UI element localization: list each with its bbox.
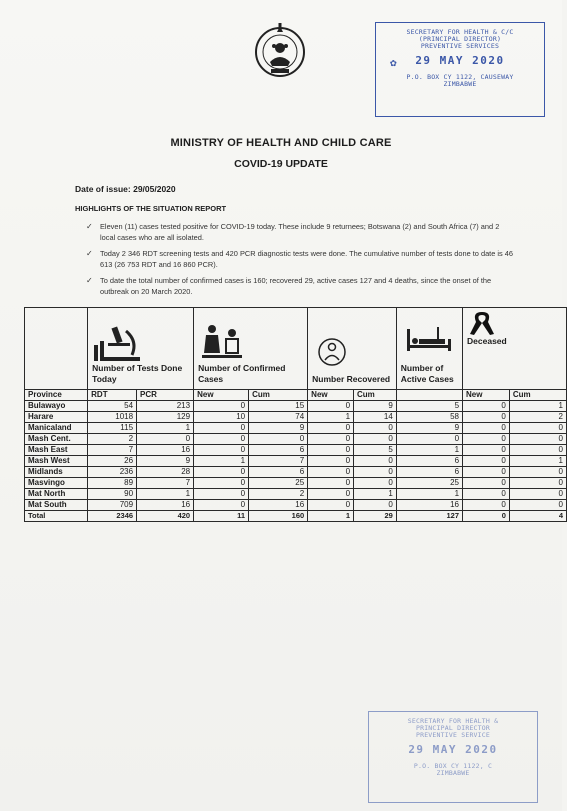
table-row bbox=[25, 467, 567, 478]
confirmed-new-col-header: New bbox=[194, 390, 249, 401]
pcr-cell: 129 bbox=[137, 412, 194, 423]
confirmed-header bbox=[194, 308, 308, 390]
rdt-col-header: RDT bbox=[88, 390, 137, 401]
stamp-line: SECRETARY FOR HEALTH & bbox=[407, 717, 499, 725]
active-cell: 25 bbox=[396, 478, 462, 489]
confirmed-new-cell: 0 bbox=[194, 489, 249, 500]
province-cell: Manicaland bbox=[25, 423, 88, 434]
deceased-cum-cell: 1 bbox=[509, 456, 566, 467]
active-cell: 6 bbox=[396, 467, 462, 478]
confirmed-new-cell: 0 bbox=[194, 478, 249, 489]
pcr-cell: 0 bbox=[137, 434, 194, 445]
provincial-table bbox=[24, 307, 567, 522]
province-cell: Midlands bbox=[25, 467, 88, 478]
confirmed-new-cell: 1 bbox=[194, 456, 249, 467]
table-row bbox=[25, 434, 567, 445]
confirmed-cum-cell: 6 bbox=[249, 467, 308, 478]
pcr-cell: 1 bbox=[137, 489, 194, 500]
table-row bbox=[25, 489, 567, 500]
rdt-cell: 89 bbox=[88, 478, 137, 489]
recovered-new-cell: 1 bbox=[308, 412, 354, 423]
table-total-row bbox=[25, 511, 567, 522]
stamp-line: PRINCIPAL DIRECTOR bbox=[415, 723, 491, 732]
recovered-new-cell: 1 bbox=[308, 511, 354, 522]
document-subtitle: COVID-19 UPDATE bbox=[234, 158, 328, 170]
active-cell: 9 bbox=[396, 423, 462, 434]
recovered-cum-cell: 0 bbox=[354, 467, 397, 478]
recovered-new-cell: 0 bbox=[308, 467, 354, 478]
confirmed-new-cell: 0 bbox=[194, 423, 249, 434]
deceased-new-cell: 0 bbox=[463, 511, 510, 522]
recovered-new-cell: 0 bbox=[308, 478, 354, 489]
deceased-cum-cell: 4 bbox=[509, 511, 566, 522]
recovered-new-cell: 0 bbox=[308, 445, 354, 456]
pcr-cell: 16 bbox=[137, 445, 194, 456]
deceased-new-cell: 0 bbox=[463, 467, 510, 478]
confirmed-cum-cell: 6 bbox=[249, 445, 308, 456]
highlights-title: HIGHLIGHTS OF THE SITUATION REPORT bbox=[75, 204, 227, 213]
list-item bbox=[86, 221, 516, 243]
recovered-cum-cell: 14 bbox=[354, 412, 397, 423]
deceased-new-cell: 0 bbox=[463, 401, 510, 412]
rdt-cell: 709 bbox=[88, 500, 137, 511]
active-cell: 1 bbox=[396, 489, 462, 500]
active-cell: 127 bbox=[396, 511, 462, 522]
deceased-cum-cell: 2 bbox=[509, 412, 566, 423]
rdt-cell: 26 bbox=[88, 456, 137, 467]
recovered-new-col-header: New bbox=[308, 390, 354, 401]
recovered-cum-cell: 1 bbox=[354, 489, 397, 500]
recovered-new-cell: 0 bbox=[308, 456, 354, 467]
stamp-date: 29 MAY 2020 bbox=[408, 743, 498, 757]
rdt-cell: 115 bbox=[88, 423, 137, 434]
rdt-cell: 1018 bbox=[88, 412, 137, 423]
ministry-title: MINISTRY OF HEALTH AND CHILD CARE bbox=[170, 137, 392, 149]
province-col-header: Province bbox=[25, 390, 88, 401]
deceased-new-cell: 0 bbox=[463, 445, 510, 456]
recovered-new-cell: 0 bbox=[308, 500, 354, 511]
deceased-new-cell: 0 bbox=[463, 423, 510, 434]
recovered-new-cell: 0 bbox=[308, 489, 354, 500]
checkmark-icon: ✓ bbox=[86, 276, 93, 285]
confirmed-cum-cell: 74 bbox=[249, 412, 308, 423]
recovered-cum-cell: 29 bbox=[354, 511, 397, 522]
table-body bbox=[25, 401, 567, 522]
deceased-cum-cell: 0 bbox=[509, 500, 566, 511]
list-item bbox=[86, 275, 516, 297]
confirmed-cum-cell: 0 bbox=[249, 434, 308, 445]
province-cell: Total bbox=[25, 511, 88, 522]
confirmed-cum-cell: 15 bbox=[249, 401, 308, 412]
tests-header-label: Number of Tests Done Today bbox=[92, 363, 183, 384]
pcr-cell: 9 bbox=[137, 456, 194, 467]
active-col-header bbox=[396, 390, 462, 401]
microscope-icon bbox=[92, 323, 152, 363]
stamp-line: SECRETARY FOR HEALTH & C/C bbox=[406, 28, 514, 36]
deceased-cum-cell: 0 bbox=[509, 423, 566, 434]
pcr-cell: 28 bbox=[137, 467, 194, 478]
table-row bbox=[25, 478, 567, 489]
confirmed-cum-cell: 25 bbox=[249, 478, 308, 489]
recovered-cum-cell: 0 bbox=[354, 478, 397, 489]
confirmed-new-cell: 0 bbox=[194, 401, 249, 412]
recovered-cum-col-header: Cum bbox=[354, 390, 397, 401]
ribbon-icon bbox=[467, 310, 497, 336]
deceased-cum-cell: 0 bbox=[509, 434, 566, 445]
official-stamp-top bbox=[375, 22, 545, 117]
recovered-cum-cell: 5 bbox=[354, 445, 397, 456]
confirmed-cum-cell: 16 bbox=[249, 500, 308, 511]
stamp-date: 29 MAY 2020 bbox=[415, 54, 505, 68]
pcr-cell: 420 bbox=[137, 511, 194, 522]
active-cell: 6 bbox=[396, 456, 462, 467]
active-cell: 1 bbox=[396, 445, 462, 456]
province-cell: Mat North bbox=[25, 489, 88, 500]
table-row bbox=[25, 456, 567, 467]
province-cell: Harare bbox=[25, 412, 88, 423]
date-of-issue: Date of issue: 29/05/2020 bbox=[75, 184, 176, 194]
sub-header-row bbox=[25, 390, 567, 401]
active-cell: 0 bbox=[396, 434, 462, 445]
province-cell: Mash West bbox=[25, 456, 88, 467]
bullet-text: Eleven (11) cases tested positive for COVID-19 today. These include 9 returnees; Botswana (2) and South Africa (7) and 2 local cases who are all isolated. bbox=[100, 222, 500, 242]
recovered-person-icon bbox=[312, 334, 352, 374]
checkmark-icon: ✓ bbox=[86, 249, 93, 258]
stamp-line: PREVENTIVE SERVICE bbox=[415, 730, 491, 739]
stamp-address: ZIMBABWE bbox=[436, 768, 470, 777]
recovered-new-cell: 0 bbox=[308, 423, 354, 434]
hospital-bed-icon bbox=[401, 323, 457, 363]
province-cell: Mash East bbox=[25, 445, 88, 456]
deceased-header bbox=[463, 308, 567, 390]
confirmed-new-cell: 10 bbox=[194, 412, 249, 423]
rdt-cell: 2 bbox=[88, 434, 137, 445]
recovered-cum-cell: 0 bbox=[354, 434, 397, 445]
confirmed-cum-cell: 9 bbox=[249, 423, 308, 434]
province-cell: Mash Cent. bbox=[25, 434, 88, 445]
stamp-address: P.O. BOX CY 1122, C bbox=[413, 761, 493, 770]
confirmed-new-cell: 0 bbox=[194, 467, 249, 478]
pcr-cell: 16 bbox=[137, 500, 194, 511]
table-row bbox=[25, 412, 567, 423]
table-row bbox=[25, 445, 567, 456]
doctor-patient-icon bbox=[198, 323, 248, 363]
deceased-cum-cell: 0 bbox=[509, 489, 566, 500]
table-row bbox=[25, 401, 567, 412]
deceased-cum-cell: 0 bbox=[509, 467, 566, 478]
recovered-header bbox=[308, 308, 397, 390]
group-header-row bbox=[25, 308, 567, 390]
bullet-text: To date the total number of confirmed cases is 160; recovered 29, active cases 127 and 4 deaths, since the onset of the outbreak on 20 March 2020. bbox=[100, 276, 492, 296]
official-stamp-bottom bbox=[368, 711, 538, 803]
deceased-header-label: Deceased bbox=[467, 336, 507, 346]
province-header-blank bbox=[25, 308, 88, 390]
confirmed-cum-cell: 7 bbox=[249, 456, 308, 467]
pcr-cell: 213 bbox=[137, 401, 194, 412]
rdt-cell: 236 bbox=[88, 467, 137, 478]
confirmed-header-label: Number of Confirmed Cases bbox=[198, 363, 286, 384]
highlights-list bbox=[86, 221, 516, 302]
rdt-cell: 7 bbox=[88, 445, 137, 456]
recovered-cum-cell: 0 bbox=[354, 423, 397, 434]
confirmed-new-cell: 0 bbox=[194, 445, 249, 456]
active-cell: 58 bbox=[396, 412, 462, 423]
province-cell: Bulawayo bbox=[25, 401, 88, 412]
province-cell: Mat South bbox=[25, 500, 88, 511]
recovered-new-cell: 0 bbox=[308, 434, 354, 445]
signature-mark-icon: ✿ bbox=[390, 56, 397, 69]
table-row bbox=[25, 500, 567, 511]
deceased-new-cell: 0 bbox=[463, 456, 510, 467]
recovered-cum-cell: 0 bbox=[354, 500, 397, 511]
confirmed-new-cell: 11 bbox=[194, 511, 249, 522]
deceased-new-cell: 0 bbox=[463, 434, 510, 445]
deceased-cum-cell: 0 bbox=[509, 478, 566, 489]
ministry-seal-icon bbox=[252, 22, 308, 78]
active-cell: 5 bbox=[396, 401, 462, 412]
active-header-label: Number of Active Cases bbox=[400, 363, 454, 384]
deceased-new-cell: 0 bbox=[463, 500, 510, 511]
province-cell: Masvingo bbox=[25, 478, 88, 489]
pcr-cell: 1 bbox=[137, 423, 194, 434]
active-cell: 16 bbox=[396, 500, 462, 511]
pcr-col-header: PCR bbox=[137, 390, 194, 401]
recovered-cum-cell: 0 bbox=[354, 456, 397, 467]
deceased-new-col-header: New bbox=[463, 390, 510, 401]
recovered-cum-cell: 9 bbox=[354, 401, 397, 412]
stamp-line: (PRINCIPAL DIRECTOR) bbox=[418, 34, 502, 43]
table-row bbox=[25, 423, 567, 434]
deceased-new-cell: 0 bbox=[463, 489, 510, 500]
confirmed-cum-cell: 160 bbox=[249, 511, 308, 522]
confirmed-new-cell: 0 bbox=[194, 500, 249, 511]
deceased-cum-cell: 0 bbox=[509, 445, 566, 456]
recovered-header-label: Number Recovered bbox=[312, 374, 391, 384]
deceased-cum-col-header: Cum bbox=[509, 390, 566, 401]
confirmed-cum-col-header: Cum bbox=[249, 390, 308, 401]
deceased-new-cell: 0 bbox=[463, 412, 510, 423]
deceased-cum-cell: 1 bbox=[509, 401, 566, 412]
tests-header bbox=[88, 308, 194, 390]
checkmark-icon: ✓ bbox=[86, 222, 93, 231]
pcr-cell: 7 bbox=[137, 478, 194, 489]
stamp-line: PREVENTIVE SERVICES bbox=[420, 41, 500, 50]
stamp-address: ZIMBABWE bbox=[443, 79, 477, 88]
confirmed-new-cell: 0 bbox=[194, 434, 249, 445]
stamp-address: P.O. BOX CY 1122, CAUSEWAY bbox=[406, 72, 514, 81]
active-header bbox=[396, 308, 462, 390]
rdt-cell: 2346 bbox=[88, 511, 137, 522]
rdt-cell: 54 bbox=[88, 401, 137, 412]
list-item bbox=[86, 248, 516, 270]
bullet-text: Today 2 346 RDT screening tests and 420 PCR diagnostic tests were done. The cumulative number of tests done to date is 46 613 (26 753 RDT and 16 860 PCR). bbox=[100, 249, 514, 269]
confirmed-cum-cell: 2 bbox=[249, 489, 308, 500]
rdt-cell: 90 bbox=[88, 489, 137, 500]
recovered-new-cell: 0 bbox=[308, 401, 354, 412]
deceased-new-cell: 0 bbox=[463, 478, 510, 489]
